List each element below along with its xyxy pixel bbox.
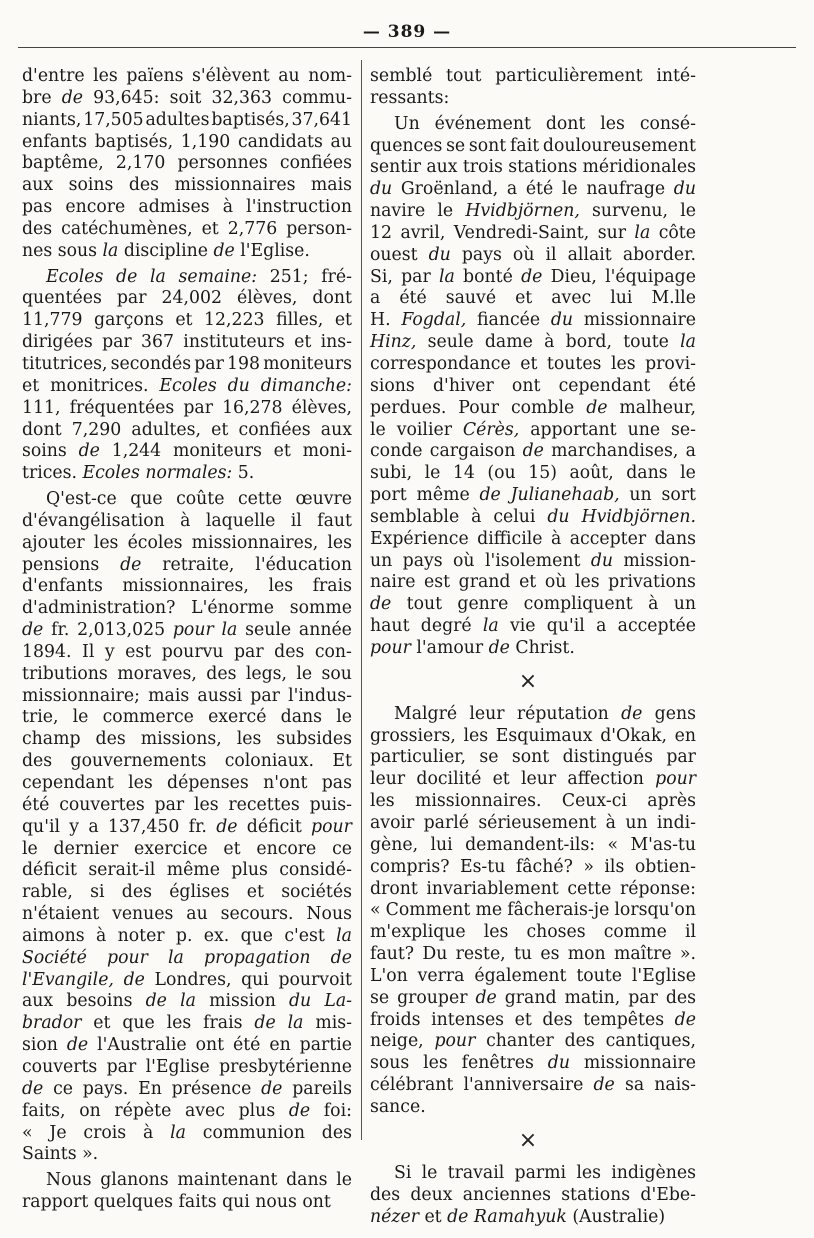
text-line: aux soins des missionnaires mais	[22, 175, 352, 196]
text-line: de ce pays. En présence de pareils	[22, 1078, 352, 1099]
text-line: nézer et de Ramahyuk (Australie)	[370, 1206, 666, 1227]
text-line: port même de Julianehaab, un sort	[370, 485, 696, 506]
text-line: des gouvernements coloniaux. Et	[22, 751, 352, 772]
column-divider	[361, 60, 362, 1140]
text-line: trices. Ecoles normales: 5.	[22, 463, 255, 484]
text-line: compris? Es-tu fâché? » ils obtien-	[370, 856, 696, 877]
text-line: de tout genre compliquent à un	[370, 594, 696, 615]
text-line: particulier, se sont distingués par	[370, 747, 696, 768]
left-column	[22, 66, 352, 1214]
paragraph	[370, 1163, 696, 1229]
text-line: d'entre les païens s'élèvent au nom-	[22, 66, 352, 86]
paragraph	[370, 114, 696, 660]
right-column	[370, 66, 696, 1228]
text-line: Nous glanons maintenant dans le	[46, 1170, 352, 1191]
paragraph	[370, 66, 696, 110]
text-line: un pays où l'isolement du mission-	[370, 550, 696, 571]
text-line: champ des missions, les subsides	[22, 729, 352, 750]
text-line: Ecoles de la semaine: 251; fré-	[46, 266, 352, 287]
text-line: brador et que les frais de la mis-	[22, 1013, 352, 1034]
text-line: missionnaire; mais aussi par l'indus-	[22, 685, 352, 706]
text-line: aux besoins de la mission du La-	[22, 991, 352, 1012]
text-line: pensions de retraite, l'éducation	[22, 554, 352, 575]
text-line: cependant les dépenses n'ont pas	[22, 773, 352, 793]
text-line: trie, le commerce exercé dans le	[22, 707, 352, 728]
text-line: les missionnaires. Ceux-ci après	[370, 791, 696, 812]
text-line: célébrant l'anniversaire de sa nais-	[370, 1075, 696, 1096]
text-line: enfants baptisés, 1,190 candidats au	[22, 131, 352, 152]
text-line: m'explique les choses comme il	[370, 922, 696, 943]
paragraph	[22, 489, 352, 1166]
text-line: pas encore admises à l'instruction	[22, 197, 352, 218]
text-line: titutrices, secondés par 198 moniteurs	[22, 353, 352, 374]
text-line: ressants:	[370, 87, 450, 108]
text-line: dront invariablement cette réponse:	[370, 878, 696, 899]
text-line: rapport quelques faits qui nous ont	[22, 1192, 331, 1213]
text-line: du Groënland, a été le naufrage du	[370, 179, 696, 200]
text-line: ouest du pays où il allait aborder.	[370, 244, 696, 265]
text-line: ajouter les écoles missionnaires, les	[22, 532, 352, 553]
text-line: bre de 93,645: soit 32,363 commu-	[22, 87, 352, 108]
text-line: quentées par 24,002 élèves, dont	[22, 288, 352, 309]
text-line: 1894. Il y est pourvu par des con-	[22, 641, 352, 662]
text-line: soins de 1,244 moniteurs et moni-	[22, 441, 352, 462]
text-line: d'enfants missionnaires, les frais	[22, 576, 352, 597]
text-line: et monitrices. Ecoles du dimanche:	[22, 375, 352, 396]
text-line: a été sauvé et avec lui M.lle	[370, 288, 696, 309]
text-line: perdues. Pour comble de malheur,	[370, 397, 696, 418]
text-line: Un événement dont les consé-	[394, 113, 696, 134]
text-line: nes sous la discipline de l'Eglise.	[22, 240, 310, 261]
section-separator-icon: ×	[518, 668, 538, 694]
text-line: « Je crois à la communion des	[22, 1122, 352, 1143]
text-line: l'Evangile, de Londres, qui pourvoit	[22, 969, 352, 990]
text-line: se grouper de grand matin, par des	[370, 987, 696, 1008]
text-line: des deux anciennes stations d'Ebe-	[370, 1184, 696, 1205]
text-line: subi, le 14 (ou 15) août, dans le	[370, 463, 696, 484]
text-line: tributions moraves, des legs, le sou	[22, 663, 352, 684]
text-line: déficit serait-il même plus considé-	[22, 860, 352, 881]
text-line: d'évangélisation à laquelle il faut	[22, 510, 352, 531]
text-line: Hinz, seule dame à bord, toute la	[370, 332, 696, 353]
text-line: aimons à noter p. ex. que c'est la	[22, 925, 352, 946]
text-line: semblé tout particulièrement inté-	[370, 66, 696, 86]
text-line: semblable à celui du Hvidbjörnen.	[370, 506, 696, 527]
text-line: froids intenses et des tempêtes de	[370, 1009, 696, 1030]
text-line: Malgré leur réputation de gens	[394, 703, 696, 724]
paragraph	[22, 66, 352, 263]
text-line: Si le travail parmi les indigènes	[394, 1162, 696, 1183]
text-line: de fr. 2,013,025 pour la seule année	[22, 620, 352, 641]
text-line: le dernier exercice et encore ce	[22, 838, 352, 859]
text-line: conde cargaison de marchandises, a	[370, 441, 696, 462]
page-number: — 389 —	[362, 22, 452, 42]
text-line: des catéchumènes, et 2,776 person-	[22, 218, 352, 239]
text-line: faits, on répète avec plus de foi:	[22, 1100, 352, 1121]
text-line: correspondance et toutes les provi-	[370, 353, 696, 374]
text-line: le voilier Cérès, apportant une se-	[370, 419, 696, 440]
text-line: Société pour la propagation de	[22, 947, 352, 968]
text-line: grossiers, les Esquimaux d'Okak, en	[370, 725, 696, 746]
text-line: 11,779 garçons et 12,223 filles, et	[22, 310, 352, 331]
text-line: sous les fenêtres du missionnaire	[370, 1053, 696, 1074]
text-line: faut? Du reste, tu es mon maître ».	[370, 944, 696, 965]
text-line: couverts par l'Eglise presbytérienne	[22, 1056, 352, 1077]
text-line: baptême, 2,170 personnes confiées	[22, 153, 352, 174]
paragraph	[370, 704, 696, 1119]
paragraph	[22, 267, 352, 485]
text-line: dirigées par 367 instituteurs et ins-	[22, 332, 352, 353]
text-line: navire le Hvidbjörnen, survenu, le	[370, 201, 696, 222]
text-line: quences se sont fait douloureusement	[370, 135, 696, 156]
paragraph	[22, 1170, 352, 1214]
text-line: sions d'hiver ont cependant été	[370, 375, 696, 396]
text-line: gène, lui demandent-ils: « M'as-tu	[370, 834, 696, 855]
text-line: 111, fréquentées par 16,278 élèves,	[22, 397, 352, 418]
text-line: leur docilité et leur affection pour	[370, 769, 696, 790]
text-line: sion de l'Australie ont été en partie	[22, 1035, 352, 1056]
text-line: niants, 17,505 adultes baptisés, 37,641	[22, 109, 352, 130]
text-line: n'étaient venues au secours. Nous	[22, 904, 352, 925]
text-line: naire est grand et où les privations	[370, 572, 696, 593]
text-line: 12 avril, Vendredi-Saint, sur la côte	[370, 222, 696, 243]
text-line: sance.	[370, 1096, 426, 1117]
text-line: L'on verra également toute l'Eglise	[370, 965, 696, 986]
text-line: sentir aux trois stations méridionales	[370, 157, 696, 178]
text-line: Saints ».	[22, 1144, 99, 1165]
text-line: rable, si des églises et sociétés	[22, 882, 352, 903]
text-line: pour l'amour de Christ.	[370, 637, 575, 658]
text-line: avoir parlé sérieusement à un indi-	[370, 813, 696, 833]
text-line: dont 7,290 adultes, et confiées aux	[22, 419, 352, 440]
text-line: d'administration? L'énorme somme	[22, 598, 352, 619]
text-line: H. Fogdal, fiancée du missionnaire	[370, 310, 696, 331]
text-line: Expérience difficile à accepter dans	[370, 528, 696, 549]
section-separator-icon: ×	[518, 1127, 538, 1153]
text-line: Q'est-ce que coûte cette œuvre	[46, 489, 352, 510]
text-line: été couvertes par les recettes puis-	[22, 794, 352, 815]
text-line: neige, pour chanter des cantiques,	[370, 1031, 696, 1052]
text-line: qu'il y a 137,450 fr. de déficit pour	[22, 816, 352, 837]
text-line: Si, par la bonté de Dieu, l'équipage	[370, 266, 696, 287]
text-line: « Comment me fâcherais-je lorsqu'on	[370, 900, 696, 921]
header-rule	[18, 47, 796, 48]
text-line: haut degré la vie qu'il a acceptée	[370, 616, 696, 637]
